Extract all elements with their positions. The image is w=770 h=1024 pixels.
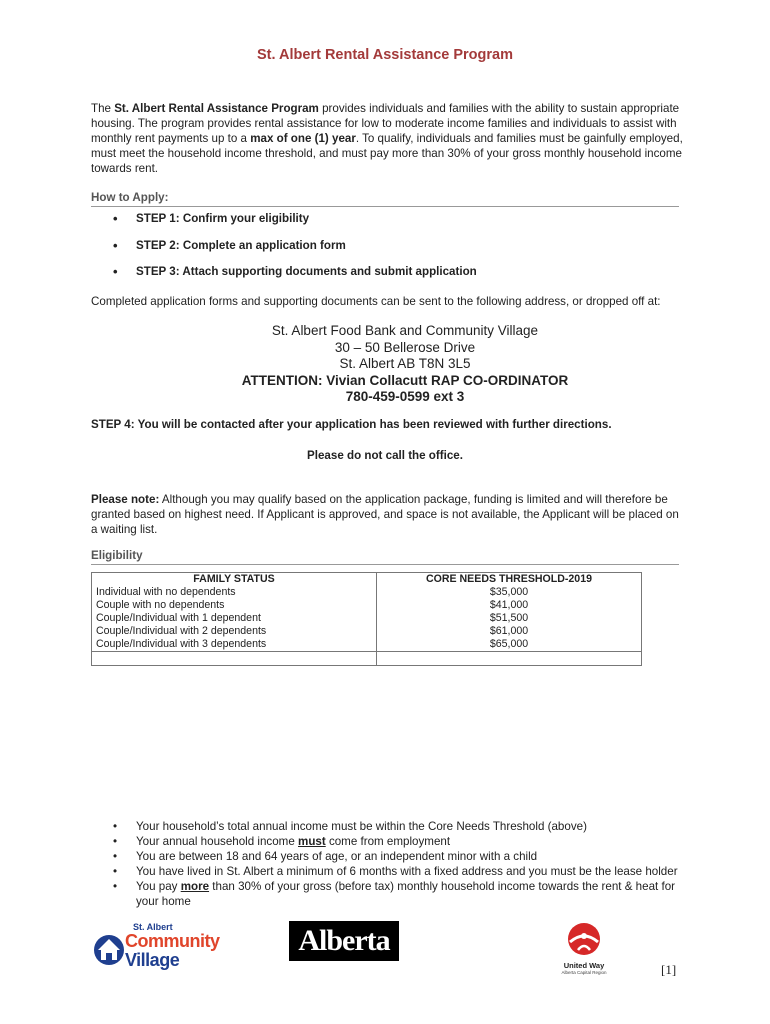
requirement-item: • You pay more than 30% of your gross (before tax) monthly household income towards the rent & heat for your home bbox=[91, 879, 691, 909]
table-row-empty bbox=[92, 652, 642, 666]
intro-text-1: The bbox=[91, 102, 115, 115]
eligibility-heading: Eligibility bbox=[91, 549, 679, 565]
table-row bbox=[92, 612, 642, 625]
united-way-logo bbox=[554, 922, 614, 974]
table-row bbox=[92, 638, 642, 652]
address-phone: 780-459-0599 ext 3 bbox=[345, 389, 465, 404]
threshold-cell: $41,000 bbox=[377, 599, 642, 612]
united-way-name: United Way bbox=[563, 961, 605, 970]
requirement-item: • Your household’s total annual income must be within the Core Needs Threshold (above) bbox=[91, 819, 691, 834]
please-note bbox=[91, 492, 685, 537]
logo-community-text: Community bbox=[125, 931, 220, 951]
requirements-list bbox=[91, 819, 691, 909]
threshold-cell: $51,500 bbox=[377, 612, 642, 625]
step-1: • STEP 1: Confirm your eligibility bbox=[91, 212, 679, 239]
requirement-item: • Your annual household income must come from employment bbox=[91, 834, 691, 849]
community-village-logo bbox=[93, 922, 218, 972]
column-header-threshold: CORE NEEDS THRESHOLD-2019 bbox=[377, 573, 642, 587]
mailing-address bbox=[91, 323, 719, 406]
logo-small-text: St. Albert bbox=[133, 922, 173, 932]
family-status-cell: Individual with no dependents bbox=[92, 586, 377, 599]
family-status-cell: Couple/Individual with 1 dependent bbox=[92, 612, 377, 625]
eligibility-table bbox=[91, 572, 642, 666]
send-instructions: Completed application forms and supporting documents can be sent to the following address, or dropped off at: bbox=[91, 295, 661, 308]
threshold-cell: $65,000 bbox=[377, 638, 642, 652]
family-status-cell: Couple with no dependents bbox=[92, 599, 377, 612]
united-way-subtitle: Alberta Capital Region bbox=[561, 970, 607, 975]
intro-text-2: provides individuals and families with the ability to sustain appropriate housing. The program provides rental assistance for low to moderate income families and individuals to assist with monthly rent payments up to a bbox=[91, 102, 680, 145]
threshold-cell: $35,000 bbox=[377, 586, 642, 599]
page-title: St. Albert Rental Assistance Program bbox=[257, 47, 513, 63]
step-4: STEP 4: You will be contacted after your application has been reviewed with further directions. bbox=[91, 418, 612, 431]
step-2: • STEP 2: Complete an application form bbox=[91, 239, 679, 266]
address-line-3: St. Albert AB T8N 3L5 bbox=[339, 356, 471, 371]
column-header-family-status: FAMILY STATUS bbox=[92, 573, 377, 587]
page-number: [1] bbox=[661, 962, 677, 977]
intro-paragraph bbox=[91, 101, 685, 176]
steps-list bbox=[91, 212, 679, 292]
intro-max-term: max of one (1) year bbox=[250, 132, 356, 145]
family-status-cell: Couple/Individual with 3 dependents bbox=[92, 638, 377, 652]
table-header-row bbox=[92, 573, 642, 587]
united-way-icon bbox=[554, 922, 614, 956]
note-label: Please note: bbox=[91, 493, 160, 506]
threshold-cell: $61,000 bbox=[377, 625, 642, 638]
requirement-item: • You have lived in St. Albert a minimum of 6 months with a fixed address and you must be the lease holder bbox=[91, 864, 691, 879]
intro-text-3: . To qualify, individuals and families must be gainfully employed, must meet the household income threshold, and must pay more than 30% of your gross monthly household income towards rent. bbox=[91, 132, 683, 175]
logo-village-text: Village bbox=[125, 950, 180, 970]
table-row bbox=[92, 586, 642, 599]
note-text: Although you may qualify based on the application package, funding is limited and will therefore be granted based on highest need. If Applicant is approved, and space is not available, the Applicant will be placed on a waiting list. bbox=[91, 493, 679, 536]
address-attention: ATTENTION: Vivian Collacutt RAP CO-ORDINATOR bbox=[241, 372, 569, 388]
address-line-2: 30 – 50 Bellerose Drive bbox=[334, 339, 476, 355]
alberta-logo: Alberta bbox=[289, 921, 399, 961]
emphasis-must: must bbox=[298, 835, 326, 848]
table-row bbox=[92, 599, 642, 612]
family-status-cell: Couple/Individual with 2 dependents bbox=[92, 625, 377, 638]
requirement-item: • You are between 18 and 64 years of age, or an independent minor with a child bbox=[91, 849, 691, 864]
step-3: • STEP 3: Attach supporting documents and submit application bbox=[91, 265, 679, 292]
emphasis-more: more bbox=[180, 880, 210, 893]
how-to-apply-heading: How to Apply: bbox=[91, 191, 679, 207]
table-row bbox=[92, 625, 642, 638]
address-line-1: St. Albert Food Bank and Community Village bbox=[271, 323, 539, 338]
no-call-notice: Please do not call the office. bbox=[307, 449, 463, 462]
intro-program-name: St. Albert Rental Assistance Program bbox=[114, 102, 319, 115]
